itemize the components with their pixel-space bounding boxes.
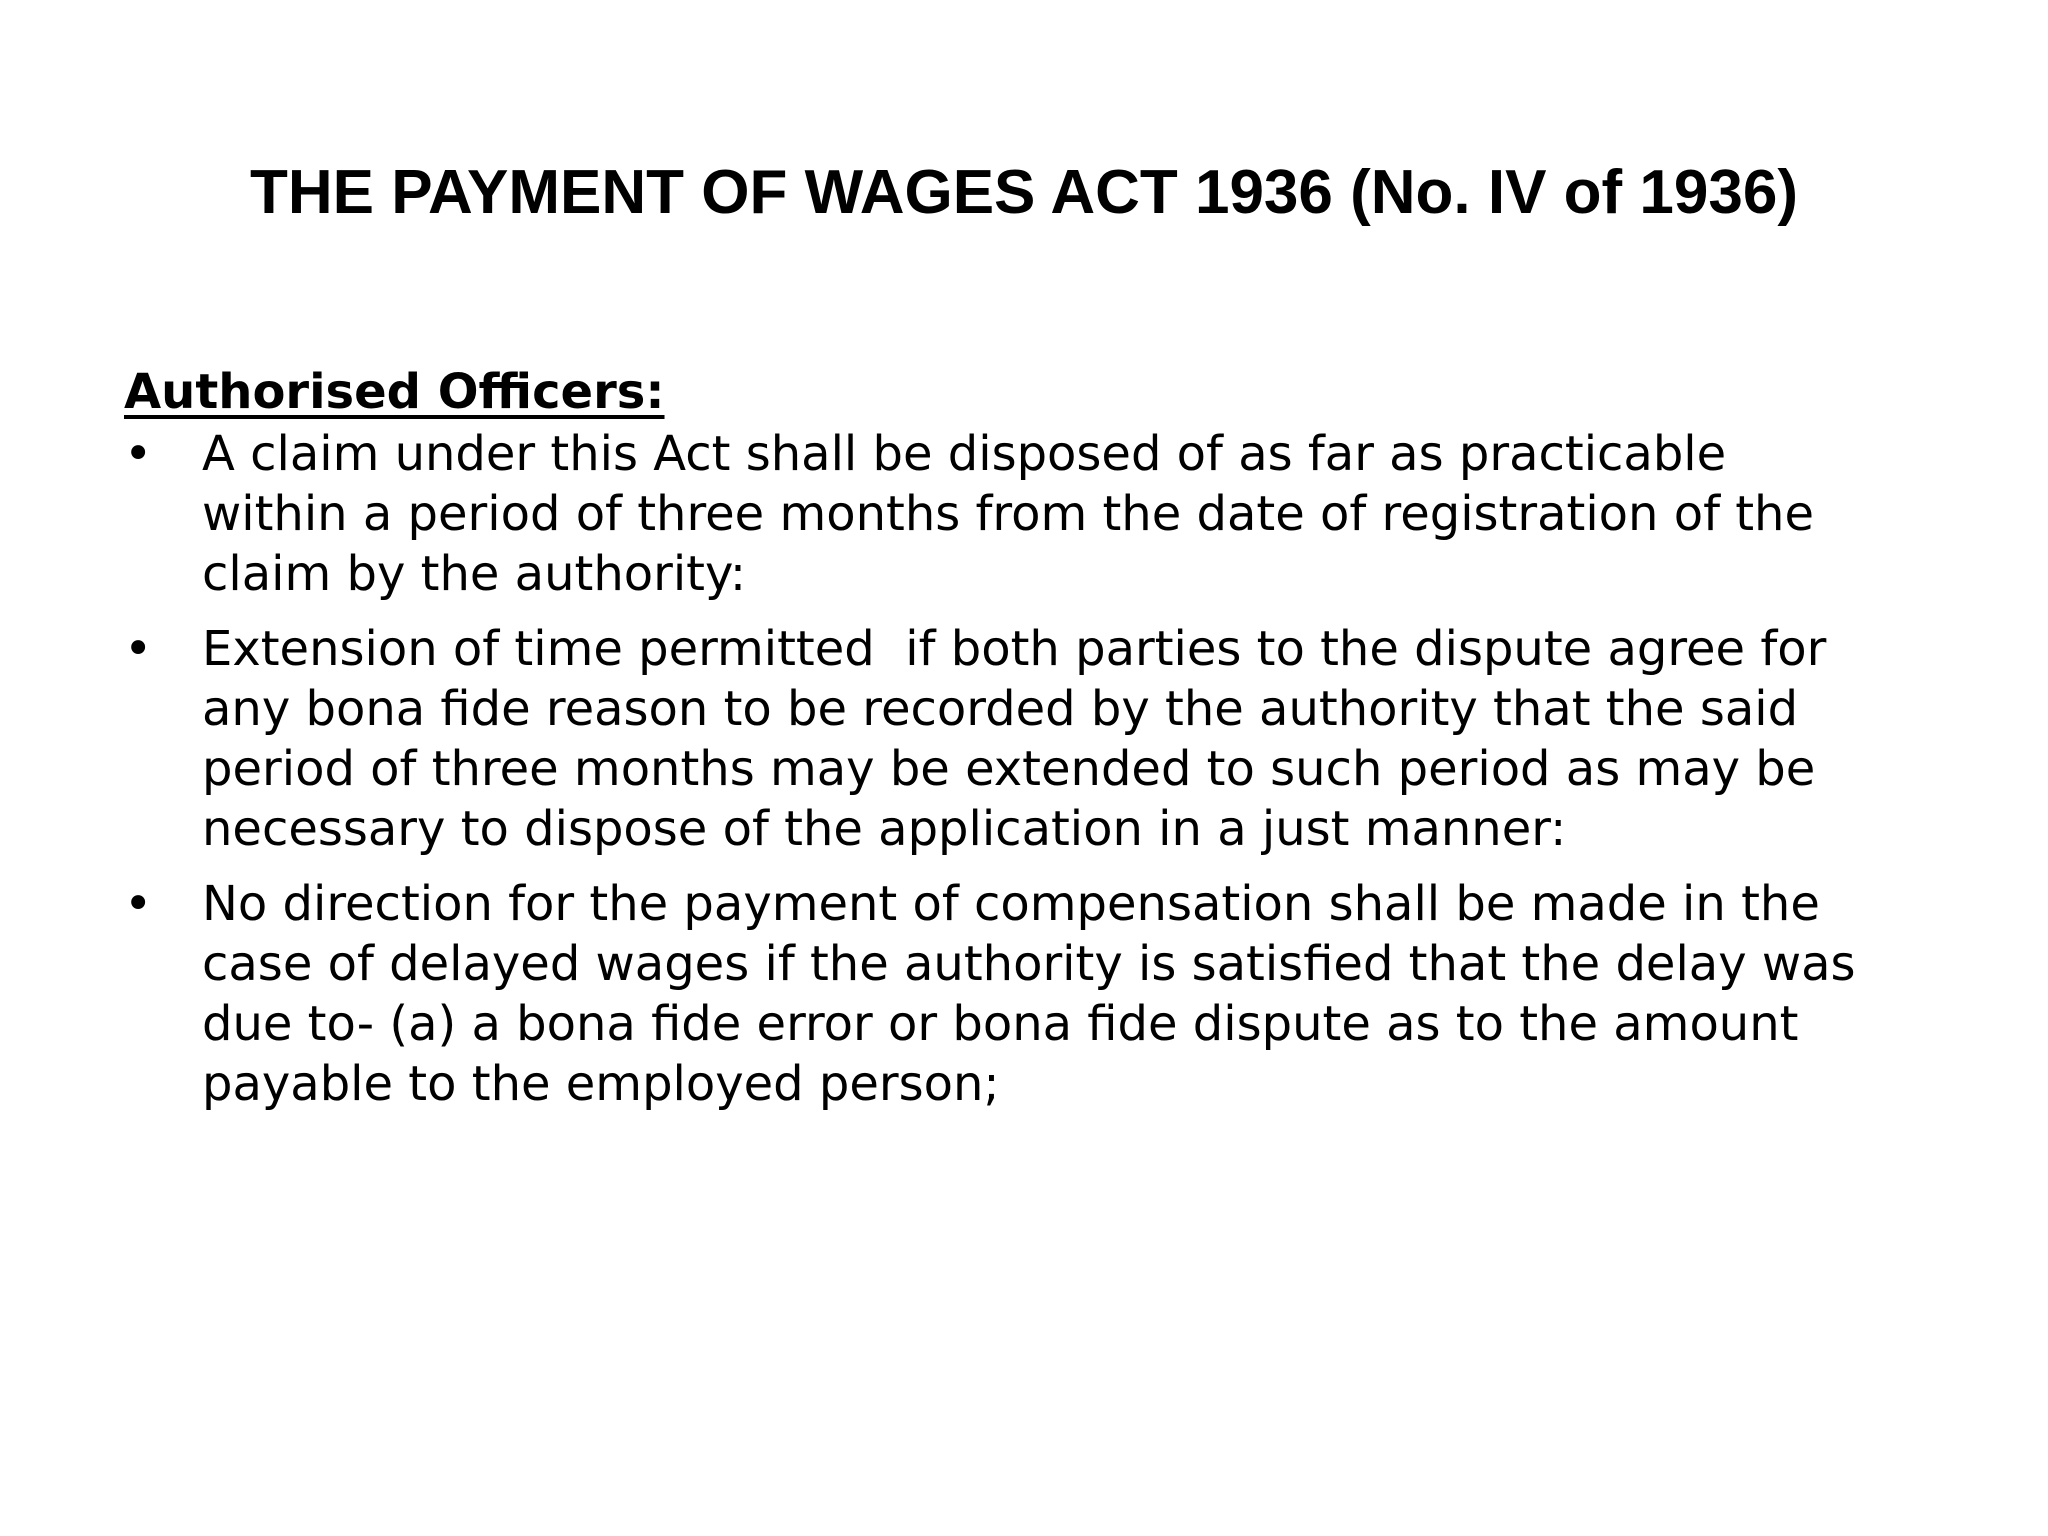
bullet-icon: • [124, 426, 153, 482]
slide-title: THE PAYMENT OF WAGES ACT 1936 (No. IV of 1936) [249, 158, 1798, 227]
bullet-text-line: any bona fide reason to be recorded by the authority that the said [202, 681, 1799, 737]
bullet-text-line: necessary to dispose of the application in a just manner: [202, 801, 1567, 857]
bullet-item-1 [124, 424, 1944, 604]
bullet-text-line: period of three months may be extended to such period as may be [202, 741, 1816, 797]
bullet-list [124, 424, 1944, 1114]
bullet-icon: • [124, 621, 153, 677]
bullet-text-line: due to- (a) a bona fide error or bona fide dispute as to the amount [202, 996, 1799, 1052]
section-heading: Authorised Officers: [124, 364, 665, 420]
bullet-text-line: Extension of time permitted if both parties to the dispute agree for [202, 621, 1827, 677]
bullet-text-line: payable to the employed person; [202, 1056, 1000, 1112]
bullet-text-line: within a period of three months from the date of registration of the [202, 486, 1815, 542]
bullet-text-line: claim by the authority: [202, 546, 747, 602]
slide-body [124, 362, 1944, 1129]
bullet-text-line: A claim under this Act shall be disposed of as far as practicable [202, 426, 1727, 482]
bullet-item-3 [124, 874, 1944, 1114]
bullet-icon: • [124, 876, 153, 932]
bullet-text-line: case of delayed wages if the authority is satisfied that the delay was [202, 936, 1856, 992]
bullet-text-line: No direction for the payment of compensation shall be made in the [202, 876, 1820, 932]
bullet-item-2 [124, 619, 1944, 859]
